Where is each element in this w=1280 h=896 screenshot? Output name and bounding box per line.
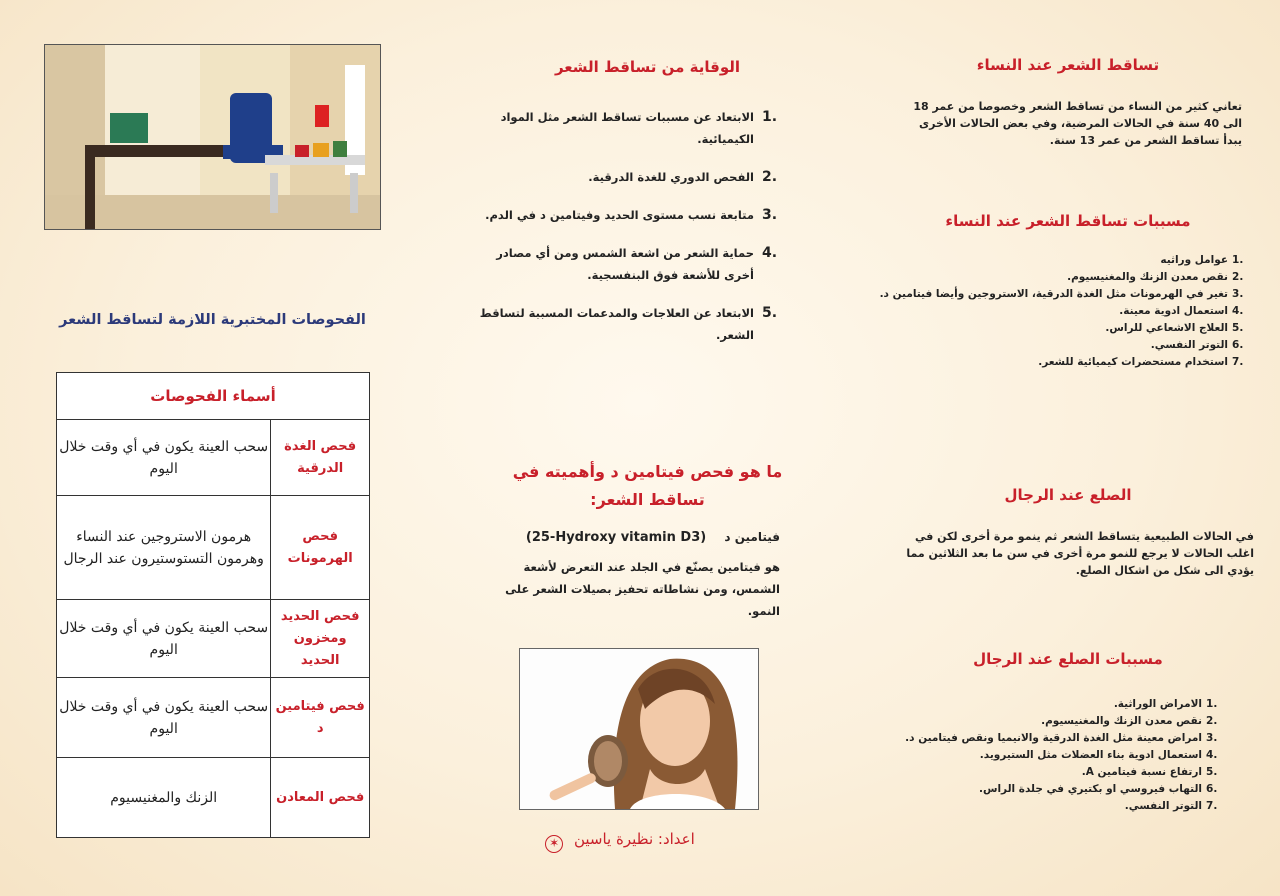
test-name: فحص الهرمونات [271, 496, 370, 600]
prevention-item: الابتعاد عن العلاجات والمدعمات المسببة لتساقط الشعر. [479, 306, 754, 342]
prevention-item: الفحص الدوري للغدة الدرقية. [588, 170, 754, 184]
lab-tests-table [56, 372, 370, 838]
table-row [57, 600, 370, 678]
causes-women-item: عوامل وراثيه [1160, 254, 1228, 266]
hair-loss-woman-photo [519, 648, 759, 810]
causes-men-title: مسببات الصلع عند الرجال [973, 650, 1163, 668]
hair-loss-women-text: تعاني كثير من النساء من تساقط الشعر وخصوصا من عمر 18 الى 40 سنة في الحالات المرضية، وفي بعض الحالات الأخرى يبدأ تساقط الشعر من عمر 13 سنة. [913, 100, 1242, 147]
causes-women-title: مسببات تساقط الشعر عند النساء [945, 212, 1191, 230]
star-icon: ✶ [545, 835, 563, 853]
test-name: فحص المعادن [271, 758, 370, 838]
test-name: فحص الغدة الدرقية [271, 420, 370, 496]
causes-men-item: استعمال ادوية بناء العضلات مثل الستيرويد. [979, 749, 1202, 761]
test-description: سحب العينة يكون في أي وقت خلال اليوم [57, 678, 271, 758]
right-column [878, 0, 1258, 896]
left-column [40, 0, 385, 896]
causes-men-item: نقص معدن الزنك والمغنيسيوم. [1041, 715, 1202, 727]
prevention-title: الوقاية من تساقط الشعر [554, 58, 741, 76]
causes-men-item: التوتر النفسي. [1124, 800, 1202, 812]
test-description: الزنك والمغنيسيوم [57, 758, 271, 838]
vitamin-d-title: ما هو فحص فيتامين د وأهميته في تساقط الشعر: [512, 462, 783, 509]
male-baldness-text: في الحالات الطبيعية يتساقط الشعر ثم ينمو مرة أخرى لكن في اغلب الحالات لا يرجع للنمو مرة أخرى في سن ما بعد الثلاثين مما يؤدي الى شكل من اشكال الصلع. [906, 530, 1254, 577]
table-row [57, 420, 370, 496]
test-name: فحص فيتامين د [271, 678, 370, 758]
vitamin-d-latin: (25-Hydroxy vitamin D3) [525, 530, 707, 545]
vitamin-d-text: هو فيتامين يصنّع في الجلد عند التعرض لأشعة الشمس، ومن نشاطاته تحفيز بصيلات الشعر على النمو. [505, 560, 780, 618]
vitamin-d-label-row [500, 526, 780, 549]
causes-women-item: تغير في الهرمونات مثل الغدة الدرقية، الاستروجين وأيضا فيتامين د. [879, 288, 1228, 300]
clinic-room-photo [44, 44, 381, 230]
table-header: أسماء الفحوصات [57, 373, 370, 420]
test-description: سحب العينة يكون في أي وقت خلال اليوم [57, 600, 271, 678]
causes-women-item: استخدام مستحضرات كيميائية للشعر. [1038, 356, 1228, 368]
test-description: هرمون الاستروجين عند النساء وهرمون التستوستيرون عند الرجال [57, 496, 271, 600]
table-header-row [57, 373, 370, 420]
prevention-item: حماية الشعر من اشعة الشمس ومن أي مصادر أخرى للأشعة فوق البنفسجية. [496, 246, 754, 282]
lab-tests-title: الفحوصات المختبرية اللازمة لتساقط الشعر [59, 312, 366, 328]
causes-women-item: العلاج الاشعاعي للراس. [1105, 322, 1228, 334]
causes-men-list [872, 696, 1228, 815]
author-name: اعداد: نظيرة ياسين [573, 830, 695, 848]
causes-women-list [878, 252, 1254, 371]
causes-men-item: الامراض الوراثية. [1113, 698, 1202, 710]
table-row [57, 496, 370, 600]
hair-loss-women-title: تساقط الشعر عند النساء [976, 56, 1160, 74]
table-row [57, 678, 370, 758]
prevention-item: الابتعاد عن مسببات تساقط الشعر مثل المواد الكيميائية. [500, 110, 754, 146]
test-description: سحب العينة يكون في أي وقت خلال اليوم [57, 420, 271, 496]
causes-women-item: التوتر النفسي. [1150, 339, 1228, 351]
prevention-list [469, 106, 790, 362]
author-credit [510, 826, 730, 853]
test-name: فحص الحديد ومخزون الحديد [271, 600, 370, 678]
male-baldness-title: الصلع عند الرجال [1004, 486, 1132, 504]
vitamin-d-label: فيتامين د [724, 530, 780, 544]
middle-column [479, 0, 800, 896]
table-row [57, 758, 370, 838]
causes-men-item: التهاب فيروسي او بكتيري في جلدة الراس. [978, 783, 1202, 795]
causes-women-item: نقص معدن الزنك والمغنيسيوم. [1067, 271, 1228, 283]
prevention-item: متابعة نسب مستوى الحديد وفيتامين د في الدم. [485, 208, 754, 222]
causes-women-item: استعمال ادوية معينة. [1119, 305, 1228, 317]
causes-men-item: ارتفاع نسبة فيتامين A. [1081, 766, 1202, 778]
causes-men-item: امراض معينة مثل الغدة الدرقية والانيميا ونقص فيتامين د. [905, 732, 1202, 744]
